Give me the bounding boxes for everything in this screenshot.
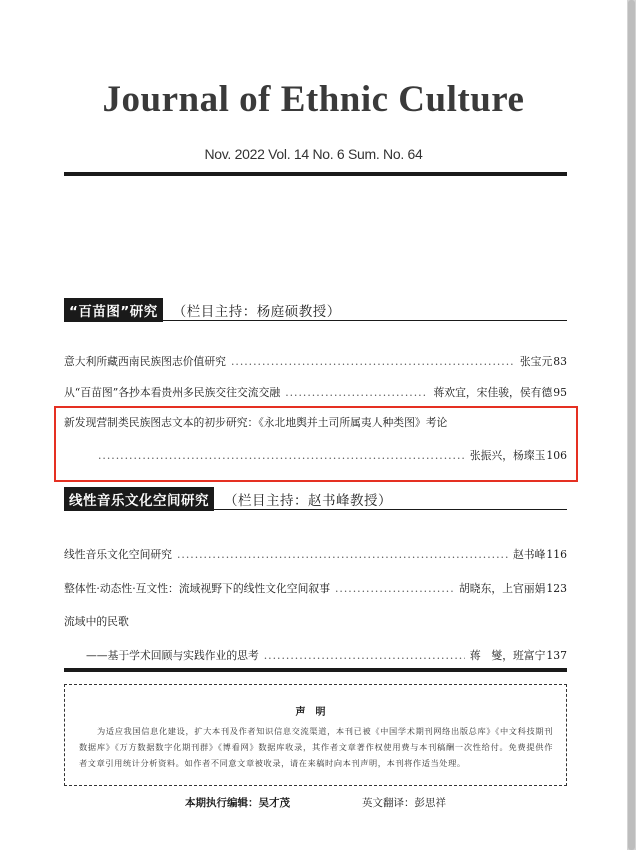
leader-dots xyxy=(285,386,428,399)
entry-page: 106 xyxy=(546,448,567,462)
executive-editor: 本期执行编辑：吴才茂 xyxy=(185,797,290,809)
section-host: （栏目主持：杨庭硕教授） xyxy=(172,304,341,320)
highlight-box xyxy=(54,406,578,482)
scrollbar-track[interactable] xyxy=(627,0,636,850)
section-rule xyxy=(64,320,567,321)
english-translator: 英文翻译：彭思祥 xyxy=(362,797,446,809)
entry-subtitle: ——基于学术回顾与实践作业的思考 xyxy=(86,648,259,662)
section-host: （栏目主持：赵书峰教授） xyxy=(224,493,392,509)
leader-dots xyxy=(335,582,454,595)
entry-page: 116 xyxy=(546,547,567,561)
entry-page: 83 xyxy=(553,354,567,368)
leader-dots xyxy=(231,355,515,368)
section-label: “百苗图”研究 xyxy=(64,298,163,322)
entry-author: 蒋欢宜，宋佳骏，侯有德 xyxy=(433,385,553,399)
journal-title: Journal of Ethnic Culture xyxy=(102,79,525,120)
toc-entry[interactable] xyxy=(64,545,567,563)
entry-author: 张振兴，杨璨玉 xyxy=(469,448,546,462)
entry-title: 新发现营制类民族图志文本的初步研究：《永北地舆并土司所属夷人种类图》考论 xyxy=(64,415,448,429)
header-rule xyxy=(64,172,567,176)
toc-entry[interactable] xyxy=(64,579,567,597)
journal-issue-info: Nov. 2022 Vol. 14 No. 6 Sum. No. 64 xyxy=(204,146,423,162)
section-header-music xyxy=(64,488,392,510)
entry-author: 张宝元 xyxy=(519,354,553,368)
copyright-notice xyxy=(64,684,567,786)
entry-author: 赵书峰 xyxy=(513,547,546,561)
footer-rule xyxy=(64,668,567,672)
entry-page: 123 xyxy=(546,581,567,595)
notice-body: 为适应我国信息化建设，扩大本刊及作者知识信息交流渠道，本刊已被《中国学术期刊网络出版总库》《中文科技期刊数据库》《万方数据数字化期刊群》《博看网》数据库收录，其作者文章著作权使用费与本刊稿酬一次性给付。免费提供作者文章引用统计分析资料。如作者不同意文章被收录，请在来稿时向本刊声明，本刊将作适当处理。 xyxy=(79,726,553,768)
leader-dots xyxy=(264,649,465,662)
entry-title: 意大利所藏西南民族图志价值研究 xyxy=(64,354,226,368)
entry-title: 整体性·动态性·互文性：流域视野下的线性文化空间叙事 xyxy=(64,581,330,595)
toc-entry[interactable] xyxy=(64,383,567,401)
notice-title: 声明 xyxy=(295,707,336,718)
section-label: 线性音乐文化空间研究 xyxy=(64,487,214,511)
entry-author: 蒋 燮，班富宁 xyxy=(469,648,546,662)
section-rule xyxy=(64,509,567,510)
entry-page: 95 xyxy=(553,385,567,399)
entry-title: 线性音乐文化空间研究 xyxy=(64,547,172,561)
section-header-baimiaotu xyxy=(64,299,341,321)
leader-dots xyxy=(177,548,508,561)
entry-author: 胡晓东，上官丽娟 xyxy=(459,581,546,595)
toc-entry-title-line[interactable] xyxy=(64,612,567,630)
entry-page: 137 xyxy=(546,648,567,662)
entry-title: 从“百苗图”各抄本看贵州多民族交往交流交融 xyxy=(64,385,281,399)
scrollbar-thumb[interactable] xyxy=(628,0,635,850)
toc-entry[interactable] xyxy=(64,352,567,370)
toc-entry-subtitle-line[interactable] xyxy=(86,646,567,664)
entry-title: 流域中的民歌 xyxy=(64,614,129,628)
